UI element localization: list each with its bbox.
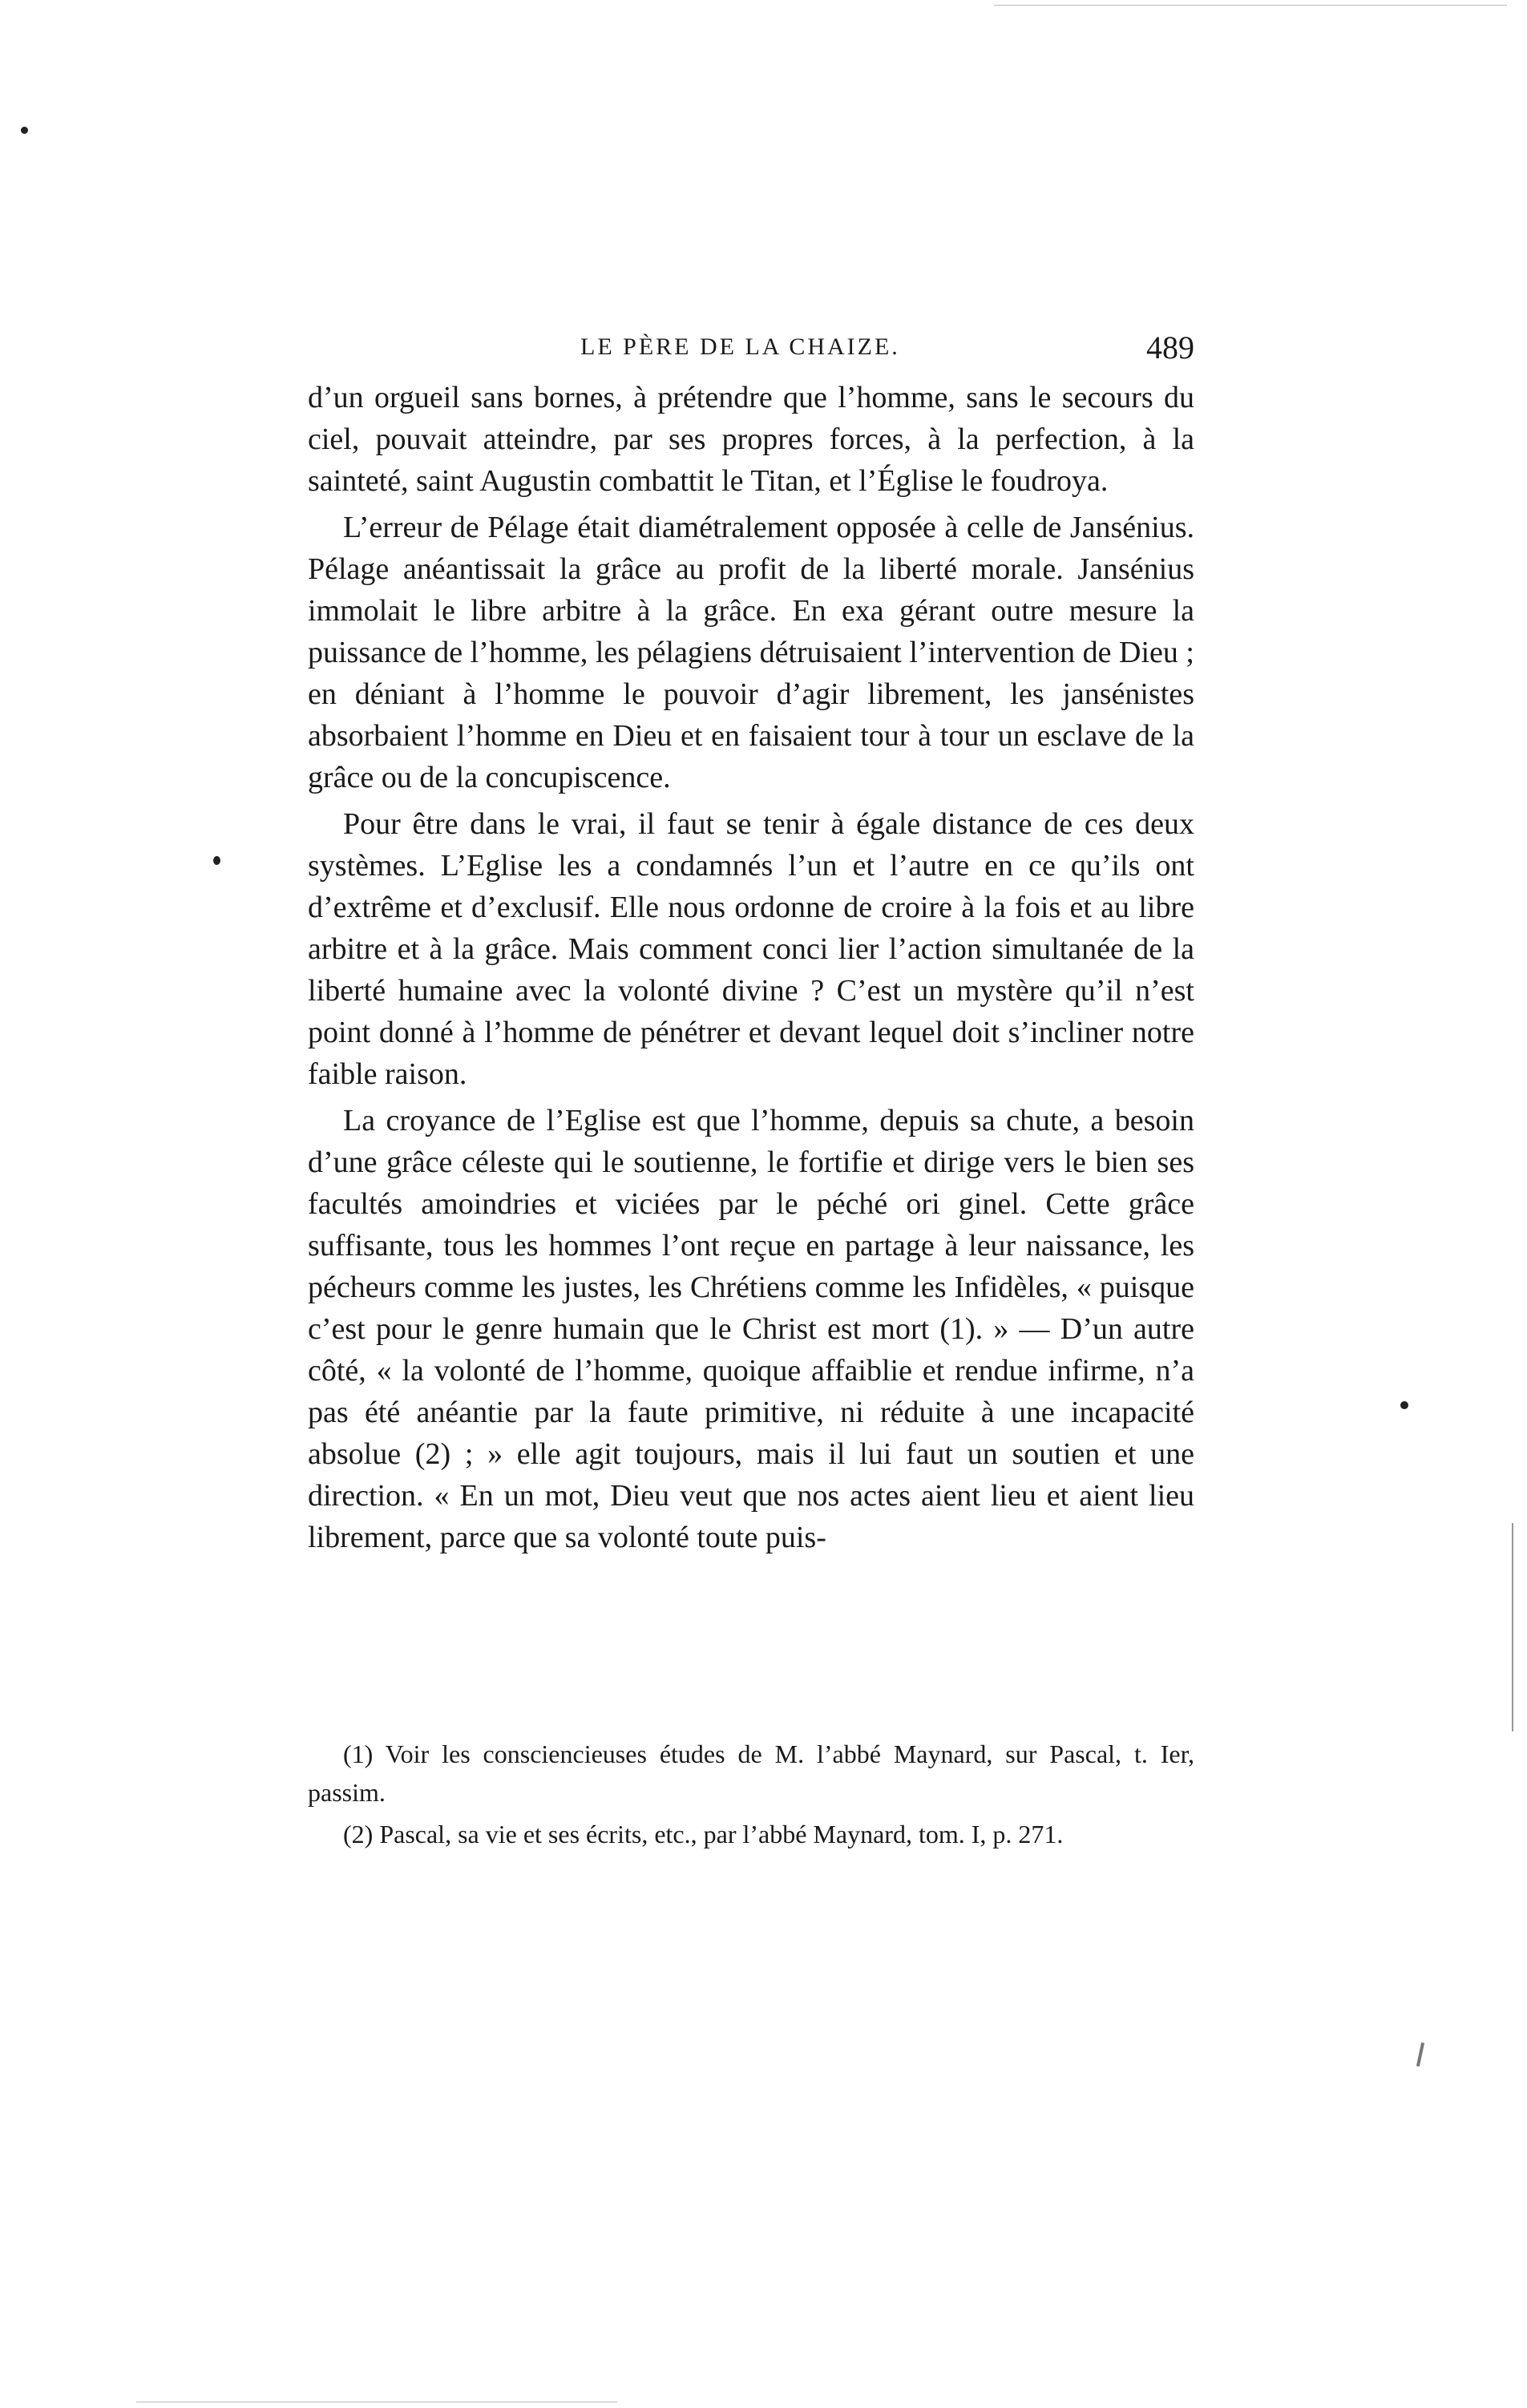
text-line: perfection, à la sainteté, saint Augustin combattit le Titan, et bbox=[308, 422, 1194, 498]
text-line: qu’ils ont d’extrême et d’exclusif. Elle nous ordonne de croire à bbox=[308, 849, 1194, 924]
text-line: Chrétiens comme les Infidèles, « puisque c’est pour le genre bbox=[308, 1271, 1194, 1346]
text-line: pouvoir d’agir librement, les jansénistes absorbaient l’homme en bbox=[308, 677, 1194, 753]
scan-edge-right bbox=[1512, 1523, 1513, 1731]
text-line: La croyance de l’Eglise est que l’homme, depuis sa chute, a bbox=[343, 1104, 1115, 1137]
text-line: été anéantie par la faute primitive, ni réduite à une incapacité bbox=[364, 1396, 1194, 1429]
text-line: pénétrer et devant lequel doit s’incliner notre faible raison. bbox=[308, 1016, 1194, 1091]
scan-mark bbox=[1416, 2042, 1424, 2067]
text-line: l’Église le foudroya. bbox=[858, 464, 1109, 498]
footnote: (1) Voir les consciencieuses études de M. l’abbé Maynard, sur Pascal, t. Ier, passim. bbox=[308, 1739, 1194, 1807]
scan-speck bbox=[21, 127, 28, 134]
text-line: absolue (2) ; » elle agit toujours, mais il lui faut un soutien bbox=[308, 1437, 1114, 1471]
text-line: Jansénius. Pélage anéantissait la grâce au profit de la liberté bbox=[308, 511, 1194, 586]
text-line: la concupiscence. bbox=[455, 761, 671, 794]
text-line: lieu et aient lieu librement, parce que sa volonté toute puis- bbox=[308, 1479, 1195, 1554]
footnotes bbox=[308, 1735, 1194, 1857]
text-line: humain que le Christ est mort (1). » — D’un autre côté, « la bbox=[308, 1312, 1194, 1388]
page-header bbox=[308, 329, 1194, 377]
text-line: besoin d’une grâce céleste qui le soutienne, le fortifie et dirige bbox=[308, 1104, 1194, 1179]
text-line: la fois et au libre arbitre et à la grâce. Mais comment conci bbox=[308, 891, 1194, 966]
text-line: Pour être dans le vrai, il faut se tenir à égale distance de ces bbox=[343, 807, 1136, 841]
footnote: (2) Pascal, sa vie et ses écrits, etc., par l’abbé Maynard, tom. I, p. 271. bbox=[343, 1820, 1064, 1848]
text-line: vers le bien ses facultés amoindries et viciées par le péché ori bbox=[308, 1145, 1194, 1221]
paragraph bbox=[308, 803, 1194, 1095]
scan-edge-top bbox=[994, 5, 1507, 6]
text-line: volonté de l’homme, quoique affaiblie et rendue infirme, n’a pas bbox=[308, 1354, 1194, 1429]
text-line: morale. Jansénius immolait le libre arbitre à la grâce. En exa bbox=[308, 552, 1194, 628]
text-line: divine ? C’est un mystère qu’il n’est point donné à l’homme de bbox=[308, 974, 1194, 1049]
paragraph bbox=[308, 1100, 1194, 1558]
text-line: d’un orgueil sans bornes, à prétendre que l’homme, sans le bbox=[308, 381, 1062, 414]
text-line: secours du ciel, pouvait atteindre, par ses propres forces, à la bbox=[308, 381, 1194, 456]
text-line: et une direction. « En un mot, Dieu veut que nos actes aient bbox=[308, 1437, 1194, 1513]
paragraph bbox=[308, 507, 1194, 798]
running-head: LE PÈRE DE LA CHAIZE. bbox=[580, 333, 900, 360]
text-line: gérant outre mesure la puissance de l’homme, les pélagiens bbox=[308, 594, 1195, 669]
text-line: lier l’action simultanée de la liberté humaine avec la volonté bbox=[308, 932, 1194, 1008]
scan-speck bbox=[213, 856, 220, 865]
page-number: 489 bbox=[1146, 329, 1194, 366]
text-line: ginel. Cette grâce suffisante, tous les hommes l’ont reçue en bbox=[308, 1187, 1194, 1263]
text-line: Dieu et en faisaient tour à tour un esclave de la grâce ou de bbox=[308, 719, 1195, 794]
text-line: deux systèmes. L’Eglise les a condamnés l’un et l’autre en ce bbox=[308, 807, 1194, 883]
body-text bbox=[308, 377, 1194, 1558]
text-line: L’erreur de Pélage était diamétralement opposée à celle de bbox=[343, 511, 1070, 544]
scan-speck bbox=[1400, 1401, 1408, 1409]
text-line: détruisaient l’intervention de Dieu ; en déniant à l’homme le bbox=[308, 636, 1194, 711]
paragraph bbox=[308, 377, 1194, 502]
text-line: partage à leur naissance, les pécheurs comme les justes, les bbox=[308, 1229, 1194, 1304]
